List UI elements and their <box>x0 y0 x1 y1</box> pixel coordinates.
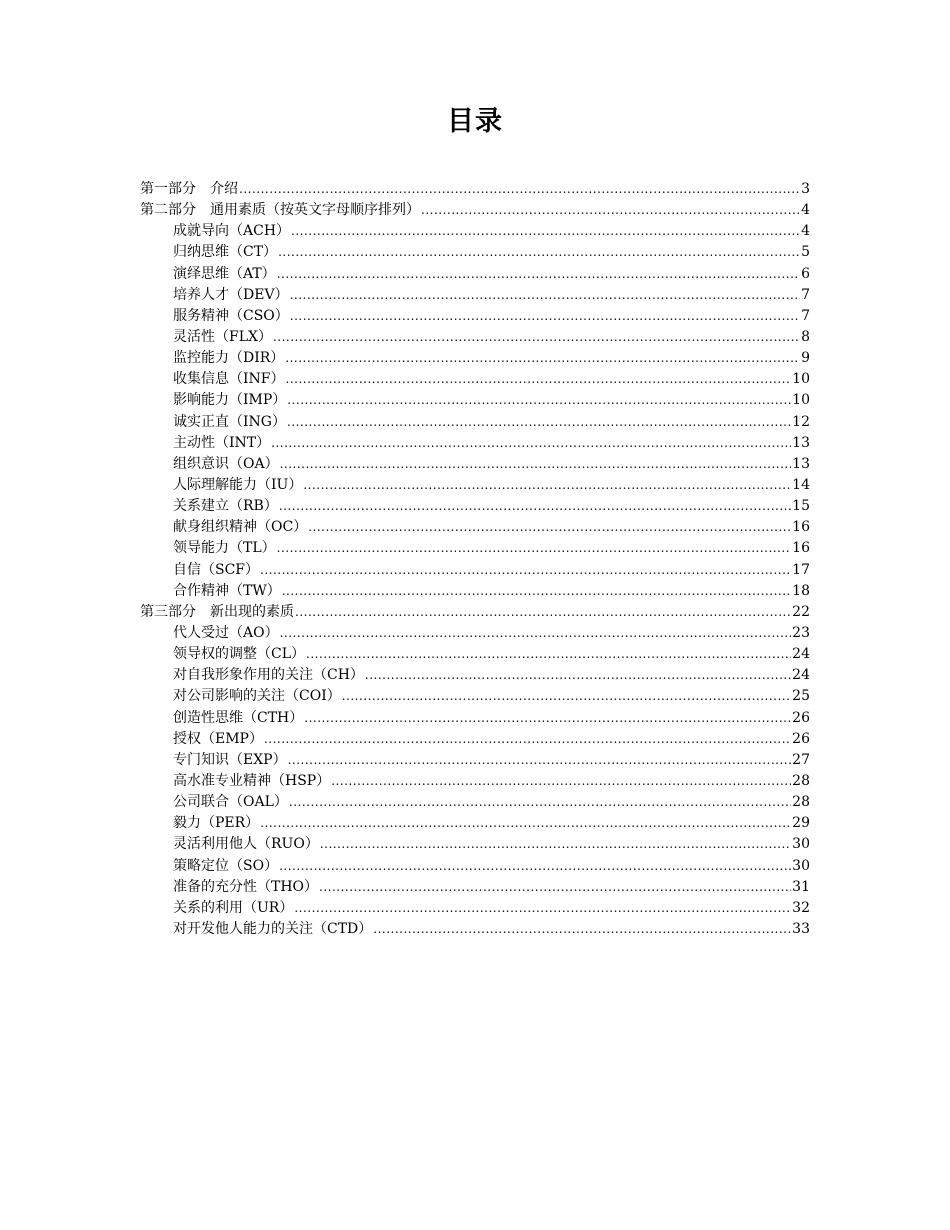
toc-dot-leader <box>260 560 791 581</box>
toc-entry-label: 归纳思维（CT） <box>173 244 278 261</box>
toc-page-number: 8 <box>801 328 810 345</box>
toc-entry-label: 创造性思维（CTH） <box>173 709 304 726</box>
toc-entry-label: 第二部分 通用素质（按英文字母顺序排列） <box>140 202 420 219</box>
toc-entry-label: 灵活性（FLX） <box>173 328 272 345</box>
toc-dot-leader <box>287 390 791 411</box>
toc-entry-label: 代人受过（AO） <box>173 624 279 641</box>
toc-dot-leader <box>342 686 791 707</box>
toc-entry-label: 专门知识（EXP） <box>173 751 287 768</box>
toc-page-number: 14 <box>792 476 810 493</box>
toc-page-number: 24 <box>792 646 810 663</box>
toc-dot-leader <box>273 327 800 348</box>
toc-subsection-entry[interactable] <box>140 390 810 411</box>
toc-entry-label: 主动性（INT） <box>173 434 271 451</box>
toc-dot-leader <box>319 877 791 898</box>
toc-dot-leader <box>277 264 800 285</box>
toc-subsection-entry[interactable] <box>140 433 810 454</box>
toc-entry-label: 毅力（PER） <box>173 815 260 832</box>
toc-subsection-entry[interactable] <box>140 813 810 834</box>
toc-entry-label: 服务精神（CSO） <box>173 307 289 324</box>
page-title: 目录 <box>447 106 503 137</box>
toc-dot-leader <box>294 898 791 919</box>
toc-subsection-entry[interactable] <box>140 517 810 538</box>
toc-subsection-entry[interactable] <box>140 327 810 348</box>
toc-entry-label: 自信（SCF） <box>173 561 260 578</box>
toc-page-number: 9 <box>801 350 810 367</box>
toc-page-number: 13 <box>792 455 810 472</box>
toc-subsection-entry[interactable] <box>140 306 810 327</box>
toc-section-entry[interactable] <box>140 179 810 200</box>
toc-entry-label: 献身组织精神（OC） <box>173 519 308 536</box>
toc-entry-label: 关系建立（RB） <box>173 498 278 515</box>
toc-entry-label: 诚实正直（ING） <box>173 413 286 430</box>
toc-subsection-entry[interactable] <box>140 750 810 771</box>
toc-entry-label: 收集信息（INF） <box>173 371 285 388</box>
toc-entry-label: 公司联合（OAL） <box>173 794 288 811</box>
toc-entry-label: 第一部分 介绍 <box>140 181 238 197</box>
toc-dot-leader <box>286 369 792 390</box>
toc-section-entry[interactable] <box>140 602 810 623</box>
toc-page-number: 6 <box>801 265 810 282</box>
toc-subsection-entry[interactable] <box>140 369 810 390</box>
toc-dot-leader <box>282 581 791 602</box>
toc-subsection-entry[interactable] <box>140 348 810 369</box>
toc-subsection-entry[interactable] <box>140 242 810 263</box>
toc-entry-label: 对公司影响的关注（COI） <box>173 688 341 705</box>
toc-dot-leader <box>279 856 791 877</box>
toc-entry-label: 对自我形象作用的关注（CH） <box>173 667 364 684</box>
table-of-contents <box>140 179 810 940</box>
toc-page-number: 26 <box>792 730 810 747</box>
toc-dot-leader <box>260 813 791 834</box>
toc-subsection-entry[interactable] <box>140 792 810 813</box>
toc-page-number: 10 <box>792 392 810 409</box>
toc-page-number: 32 <box>792 899 810 916</box>
toc-page-number: 7 <box>801 307 810 324</box>
toc-page-number: 4 <box>801 223 810 240</box>
toc-subsection-entry[interactable] <box>140 729 810 750</box>
toc-entry-label: 第三部分 新出现的素质 <box>140 603 294 620</box>
toc-subsection-entry[interactable] <box>140 898 810 919</box>
toc-dot-leader <box>271 433 791 454</box>
toc-entry-label: 灵活利用他人（RUO） <box>173 836 319 853</box>
toc-dot-leader <box>289 792 791 813</box>
toc-dot-leader <box>295 602 791 623</box>
toc-page-number: 27 <box>792 751 810 768</box>
toc-dot-leader <box>277 538 792 559</box>
toc-page-number: 12 <box>792 413 810 430</box>
toc-page-number: 29 <box>792 815 810 832</box>
toc-dot-leader <box>287 412 791 433</box>
toc-subsection-entry[interactable] <box>140 560 810 581</box>
toc-page-number: 30 <box>792 857 810 874</box>
toc-subsection-entry[interactable] <box>140 919 810 940</box>
toc-entry-label: 对开发他人能力的关注（CTD） <box>173 920 373 937</box>
toc-dot-leader <box>239 179 800 200</box>
toc-subsection-entry[interactable] <box>140 708 810 729</box>
toc-dot-leader <box>306 644 791 665</box>
toc-page-number: 30 <box>792 836 810 853</box>
toc-dot-leader <box>285 348 800 369</box>
toc-page-number: 4 <box>801 202 810 219</box>
toc-dot-leader <box>280 623 792 644</box>
toc-page-number: 31 <box>792 878 810 895</box>
toc-dot-leader <box>279 496 791 517</box>
toc-page-number: 7 <box>801 286 810 303</box>
toc-dot-leader <box>278 242 800 263</box>
toc-dot-leader <box>264 729 791 750</box>
toc-page-number: 28 <box>792 794 810 811</box>
toc-page-number: 16 <box>792 519 810 536</box>
toc-page-number: 33 <box>792 920 810 937</box>
toc-entry-label: 监控能力（DIR） <box>173 350 285 367</box>
toc-entry-label: 成就导向（ACH） <box>173 223 291 240</box>
toc-dot-leader <box>365 665 791 686</box>
toc-dot-leader <box>308 517 791 538</box>
toc-dot-leader <box>290 306 800 327</box>
toc-dot-leader <box>288 750 792 771</box>
toc-entry-label: 影响能力（IMP） <box>173 392 287 409</box>
toc-subsection-entry[interactable] <box>140 496 810 517</box>
toc-page-number: 24 <box>792 667 810 684</box>
toc-entry-label: 领导能力（TL） <box>173 540 276 557</box>
toc-dot-leader <box>373 919 791 940</box>
toc-entry-label: 领导权的调整（CL） <box>173 646 306 663</box>
toc-subsection-entry[interactable] <box>140 834 810 855</box>
toc-dot-leader <box>421 200 800 221</box>
toc-page-number: 17 <box>792 561 810 578</box>
toc-subsection-entry[interactable] <box>140 412 810 433</box>
toc-subsection-entry[interactable] <box>140 877 810 898</box>
toc-subsection-entry[interactable] <box>140 264 810 285</box>
toc-subsection-entry[interactable] <box>140 623 810 644</box>
toc-dot-leader <box>320 834 791 855</box>
toc-page-number: 13 <box>792 434 810 451</box>
toc-subsection-entry[interactable] <box>140 644 810 665</box>
toc-page-number: 18 <box>792 582 810 599</box>
toc-subsection-entry[interactable] <box>140 475 810 496</box>
toc-subsection-entry[interactable] <box>140 581 810 602</box>
toc-entry-label: 培养人才（DEV） <box>173 286 289 303</box>
toc-dot-leader <box>280 454 792 475</box>
toc-page-number: 22 <box>792 603 810 620</box>
toc-entry-label: 人际理解能力（IU） <box>173 476 303 493</box>
toc-entry-label: 策略定位（SO） <box>173 857 279 874</box>
toc-entry-label: 组织意识（OA） <box>173 455 279 472</box>
toc-subsection-entry[interactable] <box>140 221 810 242</box>
toc-page-number: 26 <box>792 709 810 726</box>
toc-subsection-entry[interactable] <box>140 454 810 475</box>
toc-dot-leader <box>303 475 791 496</box>
toc-dot-leader <box>304 708 791 729</box>
toc-dot-leader <box>331 771 791 792</box>
toc-page-number: 3 <box>801 181 810 197</box>
toc-dot-leader <box>290 285 801 306</box>
toc-page-number: 10 <box>792 371 810 388</box>
toc-subsection-entry[interactable] <box>140 285 810 306</box>
toc-subsection-entry[interactable] <box>140 686 810 707</box>
toc-subsection-entry[interactable] <box>140 665 810 686</box>
toc-page-number: 28 <box>792 772 810 789</box>
toc-section-entry[interactable] <box>140 200 810 221</box>
toc-entry-label: 演绎思维（AT） <box>173 265 276 282</box>
toc-entry-label: 准备的充分性（THO） <box>173 878 319 895</box>
toc-subsection-entry[interactable] <box>140 538 810 559</box>
toc-entry-label: 合作精神（TW） <box>173 582 281 599</box>
toc-subsection-entry[interactable] <box>140 771 810 792</box>
toc-entry-label: 关系的利用（UR） <box>173 899 294 916</box>
toc-page-number: 23 <box>792 624 810 641</box>
toc-page-number: 15 <box>792 498 810 515</box>
toc-entry-label: 授权（EMP） <box>173 730 263 747</box>
toc-subsection-entry[interactable] <box>140 856 810 877</box>
toc-entry-label: 高水准专业精神（HSP） <box>173 772 331 789</box>
toc-dot-leader <box>291 221 800 242</box>
toc-page-number: 16 <box>792 540 810 557</box>
toc-page-number: 5 <box>801 244 810 261</box>
toc-page-number: 25 <box>792 688 810 705</box>
